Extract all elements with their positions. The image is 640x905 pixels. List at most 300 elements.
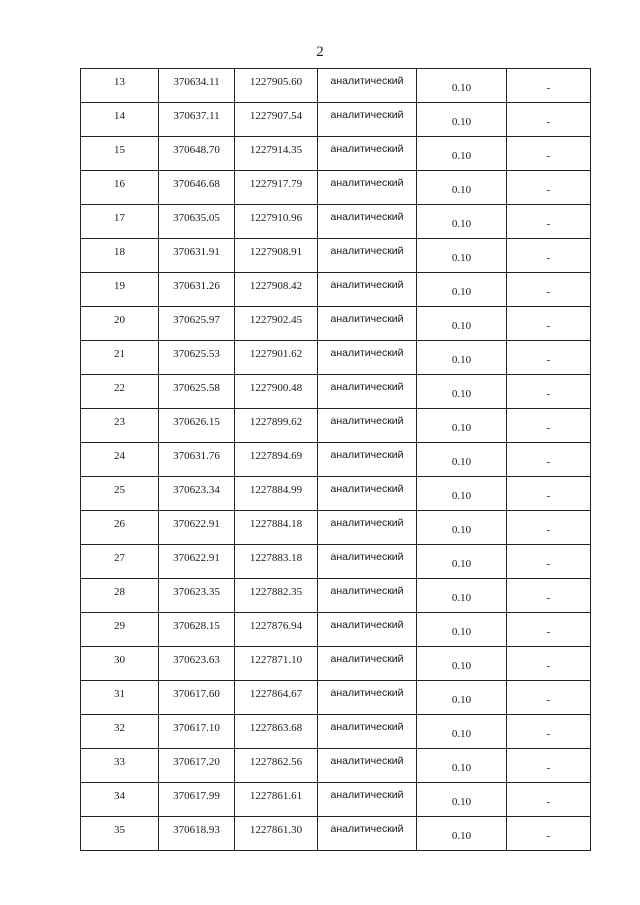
x-coordinate-cell [159,477,235,511]
method-cell [318,69,417,103]
accuracy-cell [417,375,507,409]
accuracy-cell-text: 0.10 [451,82,472,94]
point-number-cell [81,409,159,443]
table-row [81,681,591,715]
y-coordinate-cell [235,103,318,137]
point-number-cell [81,205,159,239]
note-cell [507,647,591,681]
y-coordinate-cell-text: 1227907.54 [249,110,303,122]
accuracy-cell [417,817,507,851]
point-number-cell [81,715,159,749]
point-number-cell-text: 24 [114,450,125,462]
method-cell-text: аналитический [330,211,404,223]
method-cell [318,443,417,477]
y-coordinate-cell [235,715,318,749]
x-coordinate-cell-text: 370631.76 [173,450,220,462]
note-cell [507,171,591,205]
note-cell-text: - [546,592,551,604]
point-number-cell-text: 17 [114,212,125,224]
note-cell [507,69,591,103]
table-row [81,443,591,477]
method-cell-text: аналитический [330,823,404,835]
method-cell-text: аналитический [330,75,404,87]
note-cell [507,477,591,511]
note-cell-text: - [546,150,551,162]
accuracy-cell-text: 0.10 [451,422,472,434]
y-coordinate-cell-text: 1227884.18 [249,518,303,530]
point-number-cell [81,579,159,613]
method-cell [318,239,417,273]
table-row [81,715,591,749]
table-row [81,273,591,307]
accuracy-cell [417,443,507,477]
note-cell [507,205,591,239]
note-cell [507,307,591,341]
method-cell [318,783,417,817]
accuracy-cell [417,171,507,205]
table-row [81,409,591,443]
x-coordinate-cell-text: 370631.91 [173,246,220,258]
accuracy-cell [417,681,507,715]
accuracy-cell-text: 0.10 [451,286,472,298]
x-coordinate-cell-text: 370631.26 [173,280,220,292]
note-cell [507,137,591,171]
point-number-cell-text: 16 [114,178,125,190]
accuracy-cell-text: 0.10 [451,252,472,264]
y-coordinate-cell-text: 1227882.35 [249,586,303,598]
accuracy-cell [417,103,507,137]
method-cell [318,307,417,341]
y-coordinate-cell [235,783,318,817]
accuracy-cell-text: 0.10 [451,592,472,604]
y-coordinate-cell [235,647,318,681]
note-cell-text: - [546,660,551,672]
accuracy-cell [417,137,507,171]
y-coordinate-cell-text: 1227883.18 [249,552,303,564]
y-coordinate-cell [235,545,318,579]
accuracy-cell-text: 0.10 [451,184,472,196]
point-number-cell-text: 29 [114,620,125,632]
x-coordinate-cell-text: 370617.20 [173,756,220,768]
accuracy-cell-text: 0.10 [451,150,472,162]
table-row [81,307,591,341]
y-coordinate-cell [235,69,318,103]
accuracy-cell-text: 0.10 [451,524,472,536]
point-number-cell-text: 28 [114,586,125,598]
accuracy-cell [417,613,507,647]
note-cell-text: - [546,218,551,230]
y-coordinate-cell-text: 1227894.69 [249,450,303,462]
point-number-cell-text: 18 [114,246,125,258]
y-coordinate-cell-text: 1227900.48 [249,382,303,394]
point-number-cell [81,613,159,647]
x-coordinate-cell-text: 370628.15 [173,620,220,632]
point-number-cell-text: 20 [114,314,125,326]
method-cell-text: аналитический [330,245,404,257]
note-cell-text: - [546,82,551,94]
accuracy-cell-text: 0.10 [451,354,472,366]
method-cell-text: аналитический [330,177,404,189]
table-row [81,103,591,137]
accuracy-cell-text: 0.10 [451,660,472,672]
y-coordinate-cell-text: 1227863.68 [249,722,303,734]
x-coordinate-cell-text: 370625.53 [173,348,220,360]
x-coordinate-cell-text: 370622.91 [173,552,220,564]
point-number-cell-text: 34 [114,790,125,802]
note-cell-text: - [546,116,551,128]
note-cell-text: - [546,422,551,434]
table-row [81,375,591,409]
method-cell [318,715,417,749]
note-cell [507,749,591,783]
point-number-cell-text: 23 [114,416,125,428]
method-cell-text: аналитический [330,143,404,155]
point-number-cell [81,239,159,273]
y-coordinate-cell [235,239,318,273]
accuracy-cell-text: 0.10 [451,558,472,570]
point-number-cell [81,375,159,409]
table-row [81,341,591,375]
method-cell [318,613,417,647]
method-cell-text: аналитический [330,347,404,359]
note-cell [507,273,591,307]
point-number-cell [81,477,159,511]
accuracy-cell [417,545,507,579]
note-cell [507,715,591,749]
point-number-cell [81,307,159,341]
accuracy-cell-text: 0.10 [451,218,472,230]
y-coordinate-cell [235,307,318,341]
y-coordinate-cell-text: 1227876.94 [249,620,303,632]
point-number-cell [81,137,159,171]
table-row [81,69,591,103]
x-coordinate-cell [159,103,235,137]
note-cell-text: - [546,388,551,400]
method-cell-text: аналитический [330,517,404,529]
point-number-cell [81,647,159,681]
y-coordinate-cell [235,443,318,477]
method-cell-text: аналитический [330,551,404,563]
point-number-cell [81,783,159,817]
point-number-cell-text: 15 [114,144,125,156]
y-coordinate-cell-text: 1227908.42 [249,280,303,292]
page-number: 2 [316,44,324,60]
note-cell [507,375,591,409]
accuracy-cell-text: 0.10 [451,762,472,774]
point-number-cell [81,749,159,783]
x-coordinate-cell [159,681,235,715]
x-coordinate-cell-text: 370617.60 [173,688,220,700]
y-coordinate-cell [235,477,318,511]
method-cell [318,545,417,579]
y-coordinate-cell [235,511,318,545]
x-coordinate-cell-text: 370634.11 [173,76,220,88]
table-row [81,239,591,273]
note-cell-text: - [546,830,551,842]
point-number-cell-text: 30 [114,654,125,666]
y-coordinate-cell-text: 1227901.62 [249,348,303,360]
x-coordinate-cell [159,647,235,681]
method-cell-text: аналитический [330,279,404,291]
point-number-cell [81,545,159,579]
point-number-cell [81,817,159,851]
note-cell [507,681,591,715]
accuracy-cell [417,647,507,681]
note-cell-text: - [546,320,551,332]
y-coordinate-cell [235,137,318,171]
note-cell-text: - [546,694,551,706]
point-number-cell-text: 19 [114,280,125,292]
y-coordinate-cell [235,817,318,851]
table-row [81,511,591,545]
x-coordinate-cell-text: 370617.10 [173,722,220,734]
y-coordinate-cell [235,171,318,205]
note-cell-text: - [546,626,551,638]
y-coordinate-cell-text: 1227917.79 [249,178,303,190]
x-coordinate-cell-text: 370618.93 [173,824,220,836]
table-row [81,613,591,647]
x-coordinate-cell-text: 370625.97 [173,314,220,326]
y-coordinate-cell-text: 1227905.60 [249,76,303,88]
x-coordinate-cell [159,579,235,613]
x-coordinate-cell-text: 370635.05 [173,212,220,224]
method-cell [318,103,417,137]
y-coordinate-cell-text: 1227902.45 [249,314,303,326]
x-coordinate-cell-text: 370625.58 [173,382,220,394]
table-row [81,749,591,783]
table-row [81,545,591,579]
y-coordinate-cell [235,205,318,239]
table-row [81,137,591,171]
point-number-cell-text: 25 [114,484,125,496]
note-cell [507,443,591,477]
note-cell [507,783,591,817]
method-cell [318,341,417,375]
accuracy-cell [417,409,507,443]
x-coordinate-cell [159,783,235,817]
x-coordinate-cell [159,375,235,409]
y-coordinate-cell [235,579,318,613]
accuracy-cell-text: 0.10 [451,116,472,128]
point-number-cell [81,681,159,715]
y-coordinate-cell [235,681,318,715]
table-row [81,783,591,817]
y-coordinate-cell [235,375,318,409]
x-coordinate-cell [159,613,235,647]
accuracy-cell [417,239,507,273]
x-coordinate-cell [159,511,235,545]
accuracy-cell-text: 0.10 [451,490,472,502]
point-number-cell-text: 14 [114,110,125,122]
table-row [81,647,591,681]
x-coordinate-cell [159,749,235,783]
y-coordinate-cell-text: 1227884.99 [249,484,303,496]
note-cell-text: - [546,524,551,536]
method-cell-text: аналитический [330,483,404,495]
y-coordinate-cell [235,613,318,647]
method-cell [318,579,417,613]
note-cell [507,579,591,613]
method-cell [318,817,417,851]
x-coordinate-cell [159,307,235,341]
point-number-cell [81,511,159,545]
table-row [81,477,591,511]
point-number-cell-text: 26 [114,518,125,530]
y-coordinate-cell [235,409,318,443]
accuracy-cell [417,307,507,341]
note-cell [507,613,591,647]
note-cell-text: - [546,354,551,366]
table-row [81,205,591,239]
x-coordinate-cell [159,239,235,273]
x-coordinate-cell [159,715,235,749]
x-coordinate-cell [159,137,235,171]
method-cell [318,477,417,511]
note-cell-text: - [546,490,551,502]
x-coordinate-cell-text: 370623.63 [173,654,220,666]
note-cell-text: - [546,728,551,740]
note-cell [507,545,591,579]
coordinates-table [80,68,591,851]
y-coordinate-cell-text: 1227861.30 [249,824,303,836]
point-number-cell-text: 27 [114,552,125,564]
x-coordinate-cell [159,341,235,375]
x-coordinate-cell [159,273,235,307]
method-cell [318,171,417,205]
accuracy-cell [417,579,507,613]
method-cell-text: аналитический [330,313,404,325]
method-cell-text: аналитический [330,619,404,631]
note-cell [507,409,591,443]
accuracy-cell [417,273,507,307]
note-cell [507,817,591,851]
note-cell-text: - [546,796,551,808]
y-coordinate-cell-text: 1227864.67 [249,688,303,700]
point-number-cell-text: 31 [114,688,125,700]
accuracy-cell-text: 0.10 [451,728,472,740]
method-cell-text: аналитический [330,653,404,665]
x-coordinate-cell [159,817,235,851]
note-cell [507,239,591,273]
table-row [81,579,591,613]
method-cell [318,647,417,681]
method-cell [318,273,417,307]
method-cell [318,205,417,239]
y-coordinate-cell-text: 1227908.91 [249,246,303,258]
method-cell [318,749,417,783]
note-cell [507,341,591,375]
method-cell-text: аналитический [330,109,404,121]
accuracy-cell [417,715,507,749]
accuracy-cell-text: 0.10 [451,796,472,808]
point-number-cell [81,443,159,477]
method-cell-text: аналитический [330,415,404,427]
point-number-cell [81,273,159,307]
y-coordinate-cell-text: 1227862.56 [249,756,303,768]
y-coordinate-cell-text: 1227910.96 [249,212,303,224]
y-coordinate-cell [235,749,318,783]
accuracy-cell [417,477,507,511]
table-row [81,171,591,205]
x-coordinate-cell-text: 370622.91 [173,518,220,530]
method-cell-text: аналитический [330,585,404,597]
point-number-cell-text: 22 [114,382,125,394]
note-cell [507,103,591,137]
x-coordinate-cell [159,171,235,205]
x-coordinate-cell-text: 370626.15 [173,416,220,428]
method-cell [318,137,417,171]
accuracy-cell-text: 0.10 [451,320,472,332]
method-cell [318,681,417,715]
point-number-cell [81,103,159,137]
x-coordinate-cell [159,205,235,239]
accuracy-cell [417,205,507,239]
x-coordinate-cell [159,409,235,443]
method-cell-text: аналитический [330,381,404,393]
note-cell-text: - [546,558,551,570]
x-coordinate-cell-text: 370637.11 [173,110,220,122]
method-cell-text: аналитический [330,789,404,801]
note-cell-text: - [546,252,551,264]
point-number-cell [81,171,159,205]
accuracy-cell [417,511,507,545]
accuracy-cell [417,749,507,783]
y-coordinate-cell-text: 1227871.10 [249,654,303,666]
y-coordinate-cell [235,341,318,375]
method-cell [318,409,417,443]
method-cell-text: аналитический [330,721,404,733]
coordinates-table-container [80,68,590,851]
point-number-cell-text: 33 [114,756,125,768]
method-cell [318,511,417,545]
accuracy-cell-text: 0.10 [451,830,472,842]
accuracy-cell-text: 0.10 [451,456,472,468]
x-coordinate-cell [159,443,235,477]
method-cell-text: аналитический [330,755,404,767]
x-coordinate-cell-text: 370646.68 [173,178,220,190]
method-cell-text: аналитический [330,687,404,699]
x-coordinate-cell-text: 370623.35 [173,586,220,598]
x-coordinate-cell-text: 370617.99 [173,790,220,802]
note-cell [507,511,591,545]
point-number-cell-text: 32 [114,722,125,734]
x-coordinate-cell [159,545,235,579]
point-number-cell [81,341,159,375]
coordinates-table-body [81,69,591,851]
table-row [81,817,591,851]
accuracy-cell-text: 0.10 [451,694,472,706]
point-number-cell [81,69,159,103]
accuracy-cell [417,69,507,103]
note-cell-text: - [546,286,551,298]
accuracy-cell-text: 0.10 [451,626,472,638]
y-coordinate-cell-text: 1227861.61 [249,790,303,802]
note-cell-text: - [546,184,551,196]
accuracy-cell-text: 0.10 [451,388,472,400]
note-cell-text: - [546,456,551,468]
x-coordinate-cell-text: 370623.34 [173,484,220,496]
y-coordinate-cell [235,273,318,307]
method-cell-text: аналитический [330,449,404,461]
x-coordinate-cell [159,69,235,103]
point-number-cell-text: 35 [114,824,125,836]
note-cell-text: - [546,762,551,774]
method-cell [318,375,417,409]
point-number-cell-text: 21 [114,348,125,360]
y-coordinate-cell-text: 1227899.62 [249,416,303,428]
accuracy-cell [417,783,507,817]
accuracy-cell [417,341,507,375]
